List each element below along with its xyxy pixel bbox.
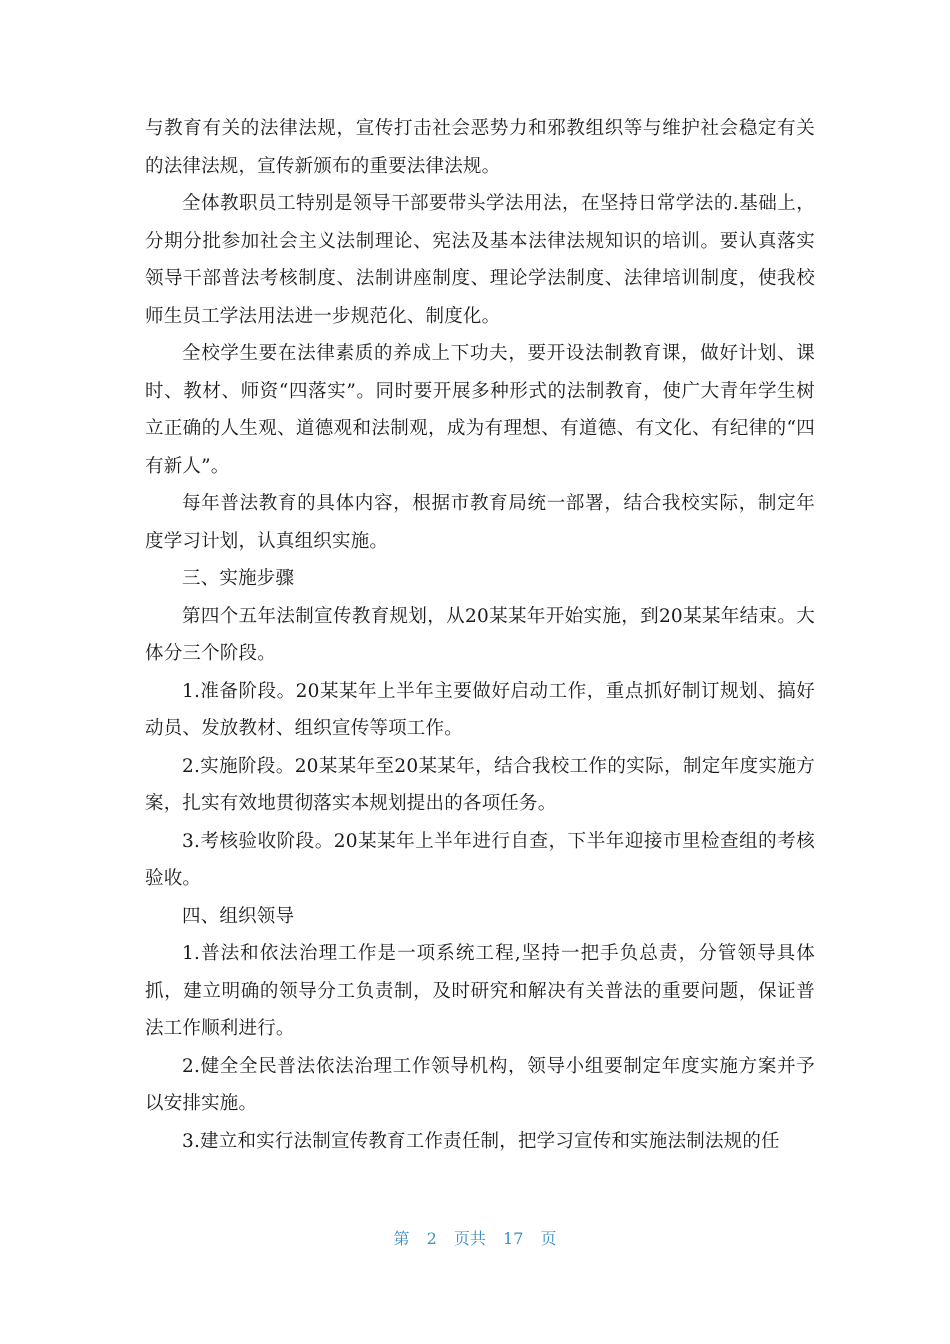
paragraph: 每年普法教育的具体内容，根据市教育局统一部署，结合我校实际，制定年度学习计划，认真组织实施。	[145, 493, 815, 552]
footer-total-pages: 17	[503, 1229, 524, 1248]
footer-label-ye: 页	[540, 1229, 557, 1248]
list-item: 1.普法和依法治理工作是一项系统工程,坚持一把手负总责，分管领导具体抓，建立明确的领导分工负责制，及时研究和解决有关普法的重要问题，保证普法工作顺利进行。	[145, 943, 815, 1039]
paragraph: 全校学生要在法律素质的养成上下功夫，要开设法制教育课，做好计划、课时、教材、师资“四落实”。同时要开展多种形式的法制教育，使广大青年学生树立正确的人生观、道德观和法制观，成为有理想、有道德、有文化、有纪律的“四有新人”。	[145, 343, 815, 477]
list-item: 3.考核验收阶段。20某某年上半年进行自查，下半年迎接市里检查组的考核验收。	[145, 830, 815, 889]
list-item: 2.实施阶段。20某某年至20某某年，结合我校工作的实际，制定年度实施方案，扎实有效地贯彻落实本规划提出的各项任务。	[145, 755, 815, 814]
footer-label-ye-gong: 页共	[453, 1229, 486, 1248]
footer-page-number: 2	[426, 1229, 437, 1248]
paragraph: 全体教职员工特别是领导干部要带头学法用法，在坚持日常学法的.基础上，分期分批参加社会主义法制理论、宪法及基本法律法规知识的培训。要认真落实领导干部普法考核制度、法制讲座制度、理论学法制度、法律培训制度，使我校师生员工学法用法进一步规范化、制度化。	[145, 193, 815, 327]
paragraph: 第四个五年法制宣传教育规划，从20某某年开始实施，到20某某年结束。大体分三个阶段。	[145, 605, 815, 664]
list-item: 3.建立和实行法制宣传教育工作责任制，把学习宣传和实施法制法规的任	[182, 1130, 780, 1152]
footer-label-di: 第	[393, 1229, 410, 1248]
section-heading: 四、组织领导	[182, 905, 295, 927]
page-footer	[0, 1226, 950, 1249]
paragraph: 与教育有关的法律法规，宣传打击社会恶势力和邪教组织等与维护社会稳定有关的法律法规，宣传新颁布的重要法律法规。	[145, 118, 815, 177]
list-item: 2.健全全民普法依法治理工作领导机构，领导小组要制定年度实施方案并予以安排实施。	[145, 1055, 815, 1114]
document-body	[145, 110, 815, 1160]
section-heading: 三、实施步骤	[182, 568, 295, 589]
list-item: 1.准备阶段。20某某年上半年主要做好启动工作，重点抓好制订规划、搞好动员、发放教材、组织宣传等项工作。	[145, 680, 815, 739]
